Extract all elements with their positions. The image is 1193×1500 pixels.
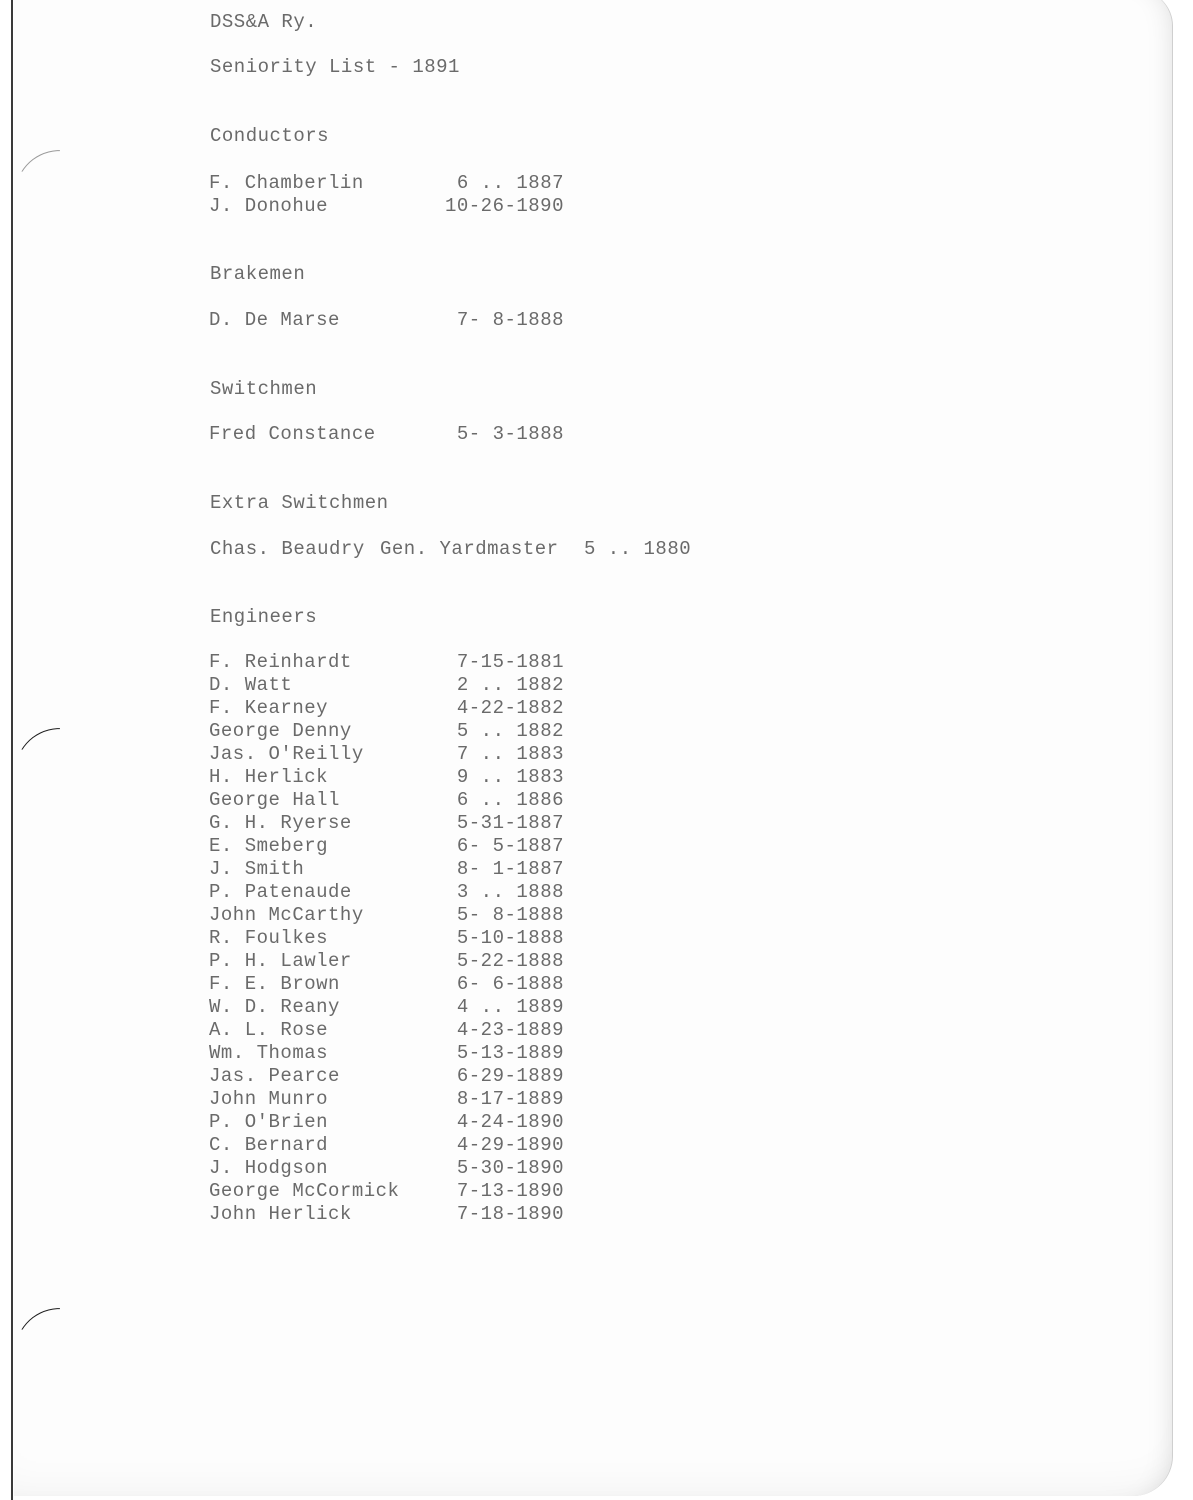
- conductor-name: F. Chamberlin: [209, 172, 364, 194]
- engineer-name: F. Reinhardt: [209, 651, 352, 673]
- engineer-name: P. O'Brien: [209, 1111, 329, 1133]
- engineer-date: 5-10-1888: [456, 927, 564, 949]
- engineer-date: 5-22-1888: [456, 950, 564, 972]
- engineer-date: 6- 5-1887: [456, 835, 564, 857]
- engineer-name: Jas. O'Reilly: [209, 743, 364, 765]
- engineer-name: J. Hodgson: [209, 1157, 329, 1179]
- engineer-date: 5 .. 1882: [456, 720, 564, 742]
- engineer-name: J. Smith: [209, 858, 305, 880]
- engineer-date: 8-17-1889: [456, 1088, 564, 1110]
- brakeman-name: D. De Marse: [209, 309, 340, 331]
- engineer-date: 6-29-1889: [456, 1065, 564, 1087]
- switchman-date: 5- 3-1888: [456, 423, 564, 445]
- engineer-date: 6 .. 1886: [456, 789, 564, 811]
- engineer-name: H. Herlick: [209, 766, 329, 788]
- engineer-date: 4 .. 1889: [456, 996, 564, 1018]
- engineer-date: 4-29-1890: [456, 1134, 564, 1156]
- scan-left-edge: [11, 0, 13, 1500]
- engineer-name: R. Foulkes: [209, 927, 329, 949]
- engineer-date: 7 .. 1883: [456, 743, 564, 765]
- extra-switchman-date: 5 .. 1880: [584, 538, 692, 560]
- switchman-name: Fred Constance: [209, 423, 376, 445]
- engineer-date: 9 .. 1883: [456, 766, 564, 788]
- engineer-date: 3 .. 1888: [456, 881, 564, 903]
- engineer-name: E. Smeberg: [209, 835, 329, 857]
- page-title: Seniority List - 1891: [210, 56, 460, 78]
- engineer-date: 6- 6-1888: [456, 973, 564, 995]
- conductor-date: 10-26-1890: [444, 195, 564, 217]
- engineer-name: Jas. Pearce: [209, 1065, 340, 1087]
- engineer-name: John McCarthy: [209, 904, 364, 926]
- engineer-date: 7-18-1890: [456, 1203, 564, 1225]
- engineer-date: 5-13-1889: [456, 1042, 564, 1064]
- engineer-name: W. D. Reany: [209, 996, 340, 1018]
- engineer-name: D. Watt: [209, 674, 293, 696]
- engineer-date: 4-22-1882: [456, 697, 564, 719]
- engineer-date: 7-15-1881: [456, 651, 564, 673]
- engineer-date: 4-24-1890: [456, 1111, 564, 1133]
- engineer-date: 5-31-1887: [456, 812, 564, 834]
- engineer-name: George McCormick: [209, 1180, 400, 1202]
- engineer-name: C. Bernard: [209, 1134, 329, 1156]
- section-heading-brakemen: Brakemen: [210, 263, 306, 285]
- section-heading-engineers: Engineers: [210, 606, 318, 628]
- engineer-name: F. E. Brown: [209, 973, 340, 995]
- engineer-name: A. L. Rose: [209, 1019, 329, 1041]
- conductor-name: J. Donohue: [209, 195, 329, 217]
- section-heading-conductors: Conductors: [210, 125, 330, 147]
- engineer-name: F. Kearney: [209, 697, 329, 719]
- engineer-date: 8- 1-1887: [456, 858, 564, 880]
- engineer-name: George Hall: [209, 789, 340, 811]
- engineer-name: George Denny: [209, 720, 352, 742]
- engineer-date: 4-23-1889: [456, 1019, 564, 1041]
- engineer-date: 7-13-1890: [456, 1180, 564, 1202]
- engineer-date: 5-30-1890: [456, 1157, 564, 1179]
- conductor-date: 6 .. 1887: [456, 172, 564, 194]
- engineer-name: G. H. Ryerse: [209, 812, 352, 834]
- engineer-date: 2 .. 1882: [456, 674, 564, 696]
- extra-switchman-title: Gen. Yardmaster: [380, 538, 559, 560]
- engineer-date: 5- 8-1888: [456, 904, 564, 926]
- engineer-name: P. Patenaude: [209, 881, 352, 903]
- engineer-name: John Munro: [209, 1088, 329, 1110]
- section-heading-extra-switchmen: Extra Switchmen: [210, 492, 389, 514]
- engineer-name: John Herlick: [209, 1203, 352, 1225]
- document-page: [14, 0, 1173, 1496]
- engineer-name: Wm. Thomas: [209, 1042, 329, 1064]
- engineer-name: P. H. Lawler: [209, 950, 352, 972]
- section-heading-switchmen: Switchmen: [210, 378, 318, 400]
- brakeman-date: 7- 8-1888: [456, 309, 564, 331]
- company-name: DSS&A Ry.: [210, 11, 318, 33]
- extra-switchman-name: Chas. Beaudry: [210, 538, 365, 560]
